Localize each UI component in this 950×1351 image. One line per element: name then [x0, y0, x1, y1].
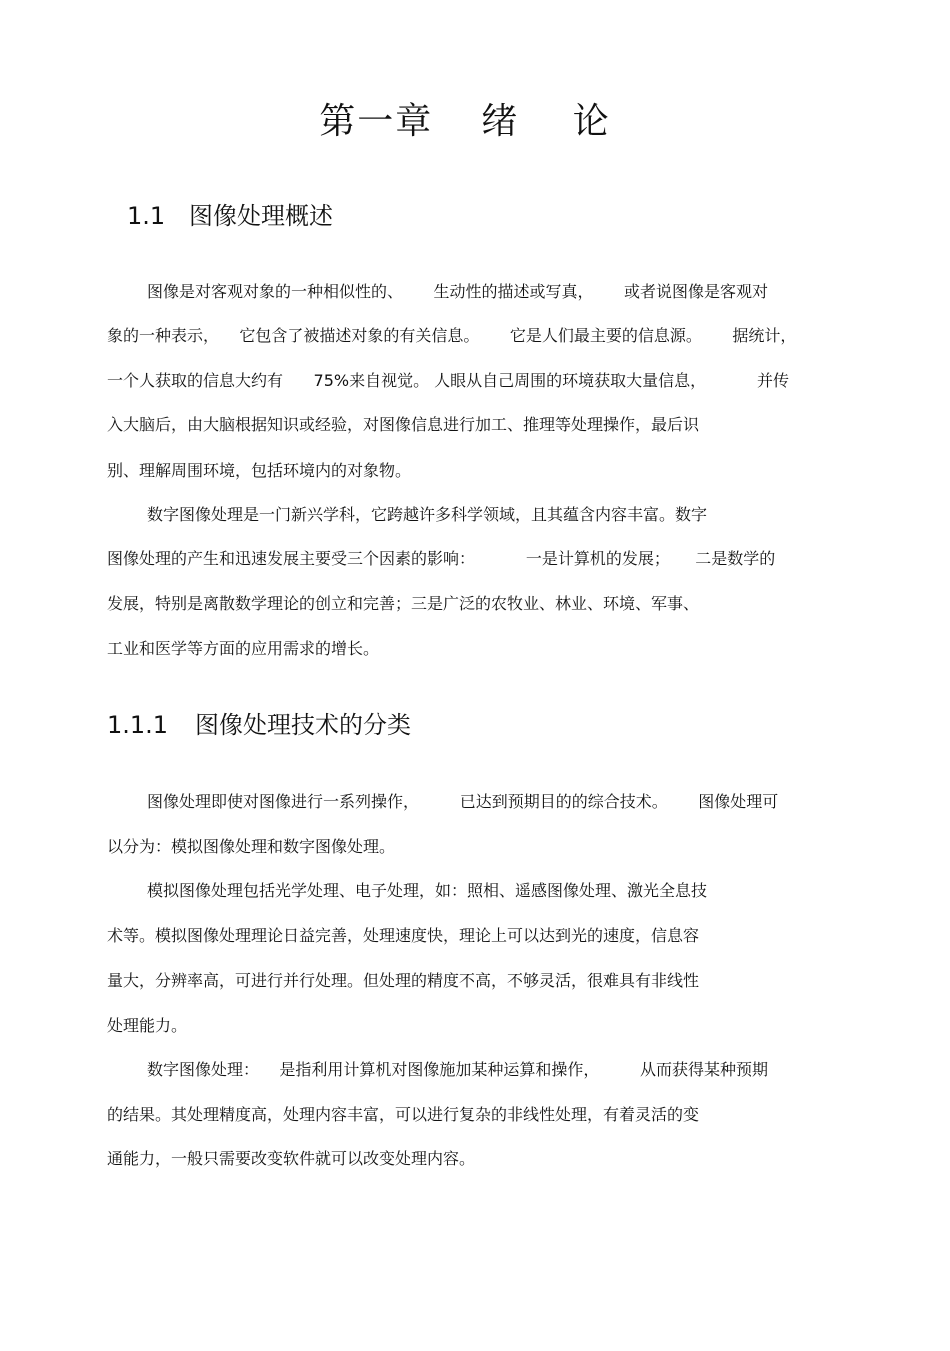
- chapter-title: [0, 96, 950, 148]
- paragraph-line: 图像处理的产生和迅速发展主要受三个因素的影响： 一是计算机的发展； 二是数学的: [107, 549, 776, 568]
- section-heading-1-1-1: [107, 708, 411, 742]
- section-number: 1.1.1: [107, 711, 169, 739]
- paragraph-line: 量大，分辨率高，可进行并行处理。但处理的精度不高，不够灵活，很难具有非线性: [107, 971, 700, 990]
- section-title: 图像处理概述: [189, 202, 333, 230]
- paragraph-line: 处理能力。: [107, 1016, 188, 1035]
- paragraph-line: 图像是对客观对象的一种相似性的、 生动性的描述或写真， 或者说图像是客观对: [147, 282, 769, 301]
- paragraph-line: 的结果。其处理精度高，处理内容丰富，可以进行复杂的非线性处理，有着灵活的变: [107, 1105, 700, 1124]
- paragraph-line: 以分为：模拟图像处理和数字图像处理。: [107, 837, 396, 856]
- paragraph-line: 数字图像处理： 是指利用计算机对图像施加某种运算和操作， 从而获得某种预期: [147, 1060, 769, 1079]
- paragraph-line: 通能力，一般只需要改变软件就可以改变处理内容。: [107, 1149, 476, 1168]
- section-heading-1-1: [127, 199, 333, 233]
- paragraph-line: 术等。模拟图像处理理论日益完善，处理速度快，理论上可以达到光的速度，信息容: [107, 926, 700, 945]
- paragraph-line: 一个人获取的信息大约有 75%来自视觉。 人眼从自己周围的环境获取大量信息， 并传: [107, 371, 790, 390]
- paragraph-line: 模拟图像处理包括光学处理、电子处理，如：照相、遥感图像处理、激光全息技: [147, 881, 708, 900]
- paragraph-line: 工业和医学等方面的应用需求的增长。: [107, 639, 380, 658]
- paragraph-line: 数字图像处理是一门新兴学科，它跨越许多科学领域，且其蕴含内容丰富。数字: [147, 505, 708, 524]
- section-number: 1.1: [127, 202, 166, 230]
- paragraph-line: 入大脑后，由大脑根据知识或经验，对图像信息进行加工、推理等处理操作，最后识: [107, 415, 700, 434]
- chapter-name: 绪 论: [481, 101, 631, 142]
- paragraph-line: 图像处理即使对图像进行一系列操作， 已达到预期目的的综合技术。 图像处理可: [147, 792, 779, 811]
- section-title: 图像处理技术的分类: [195, 711, 411, 739]
- paragraph-line: 发展，特别是离散数学理论的创立和完善；三是广泛的农牧业、林业、环境、军事、: [107, 594, 700, 613]
- paragraph-line: 别、理解周围环境，包括环境内的对象物。: [107, 461, 412, 480]
- chapter-number: 第一章: [319, 101, 434, 142]
- paragraph-line: 象的一种表示， 它包含了被描述对象的有关信息。 它是人们最主要的信息源。 据统计，: [107, 326, 797, 345]
